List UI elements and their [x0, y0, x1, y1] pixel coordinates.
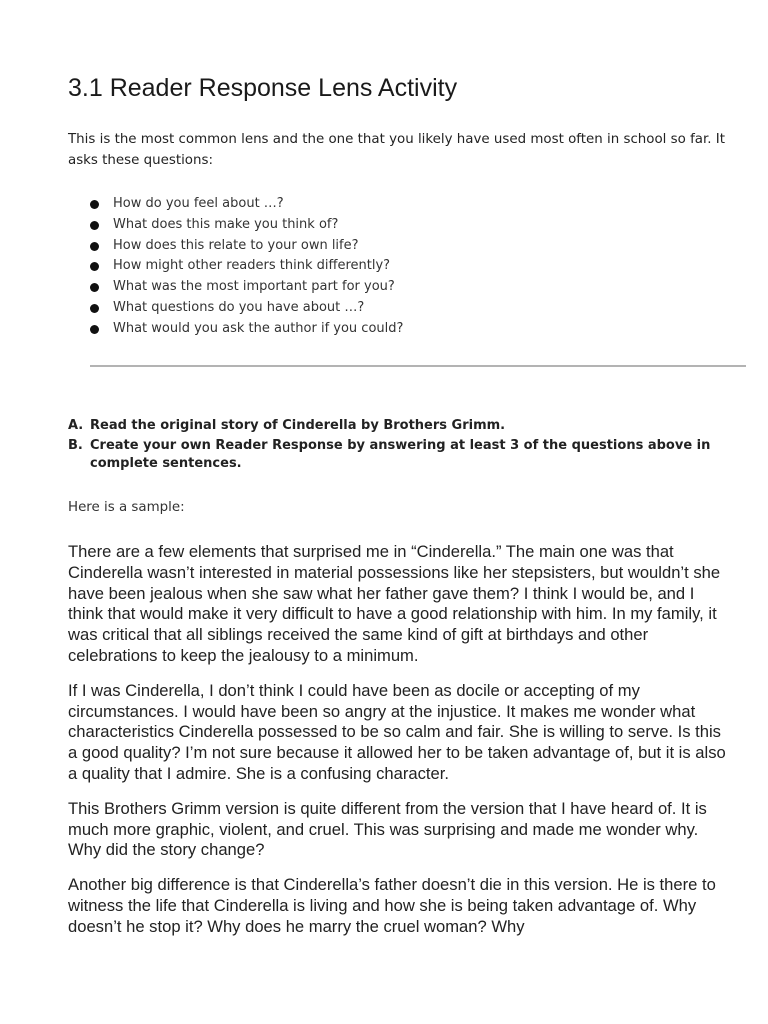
list-item: [90, 194, 403, 215]
bullet-icon: [90, 221, 99, 230]
question-text: How might other readers think differently?: [113, 258, 391, 274]
task-item: [68, 417, 728, 435]
sample-intro: Here is a sample:: [68, 500, 185, 515]
bullet-icon: [90, 283, 99, 292]
question-text: What was the most important part for you?: [113, 279, 395, 295]
question-text: What questions do you have about …?: [113, 299, 365, 315]
list-item: [90, 256, 403, 277]
task-letter: A.: [68, 418, 84, 433]
horizontal-divider: [90, 365, 746, 367]
bullet-icon: [90, 242, 99, 251]
response-paragraph: There are a few elements that surprised me in “Cinderella.” The main one was that Cinderella wasn’t interested in material possessions like her stepsisters, but wouldn’t she have been jealous when she saw what her father gave them? I think I would be, and I think that would make it very difficult to have a good relationship with him. In my family, it was critical that all siblings received the same kind of gift at birthdays and other celebrations to keep the jealousy to a minimum.: [68, 542, 721, 665]
task-text: Create your own Reader Response by answering at least 3 of the questions above in complete sentences.: [90, 438, 711, 471]
question-text: What would you ask the author if you could?: [113, 320, 404, 336]
question-list: [90, 194, 403, 340]
question-text: How do you feel about …?: [113, 196, 284, 211]
task-letter: B.: [68, 438, 83, 453]
intro-paragraph: This is the most common lens and the one that you likely have used most often in school so far. It asks these questions:: [68, 132, 725, 168]
task-item: [68, 437, 728, 473]
list-item: [90, 319, 403, 340]
task-list: [68, 417, 728, 475]
bullet-icon: [90, 304, 99, 313]
list-item: [90, 298, 403, 319]
list-item: [90, 236, 403, 257]
response-paragraph: Another big difference is that Cinderella’s father doesn’t die in this version. He is there to witness the life that Cinderella is living and how she is being taken advantage of. Why doesn’t he stop it? Why does he marry the cruel woman? Why: [68, 875, 716, 936]
bullet-icon: [90, 200, 99, 209]
sample-response: [68, 542, 733, 952]
bullet-icon: [90, 325, 99, 334]
page-title: 3.1 Reader Response Lens Activity: [68, 74, 458, 102]
task-text: Read the original story of Cinderella by Brothers Grimm.: [90, 418, 506, 433]
response-paragraph: If I was Cinderella, I don’t think I could have been as docile or accepting of my circumstances. I would have been so angry at the injustice. It makes me wonder what characteristics Cinderella possessed to be so calm and fair. She is willing to serve. Is this a good quality? I’m not sure because it allowed her to be taken advantage of, but it is also a quality that I admire. She is a confusing character.: [68, 680, 726, 783]
list-item: [90, 215, 403, 236]
response-paragraph: This Brothers Grimm version is quite different from the version that I have heard of. It is much more graphic, violent, and cruel. This was surprising and made me wonder why. Why did the story change?: [68, 798, 707, 860]
question-text: What does this make you think of?: [113, 216, 339, 232]
list-item: [90, 277, 403, 298]
bullet-icon: [90, 262, 99, 271]
question-text: How does this relate to your own life?: [113, 237, 359, 253]
